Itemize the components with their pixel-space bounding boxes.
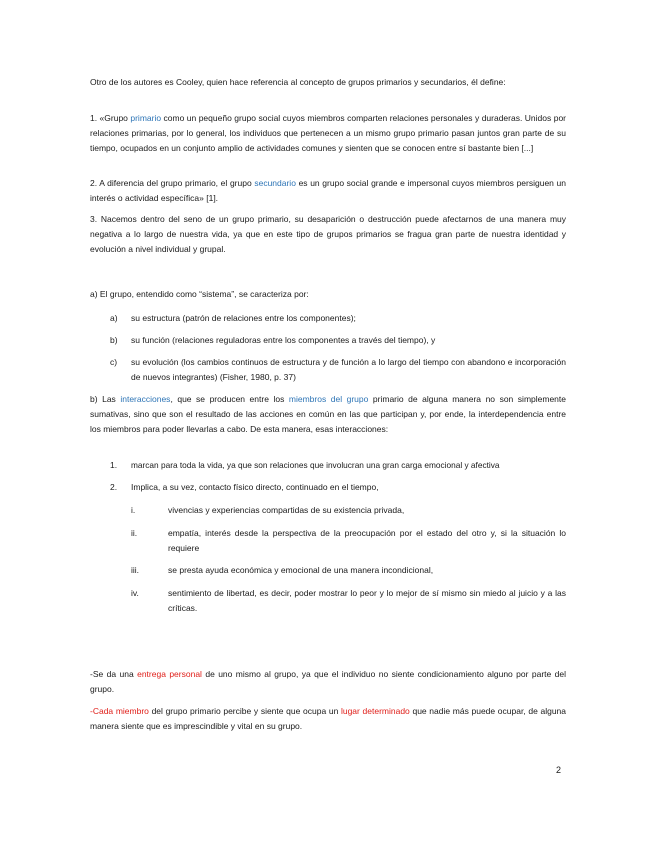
b2-middle: del grupo primario percibe y siente que ocupa un xyxy=(148,706,341,716)
b1-rest: de uno mismo al grupo, ya que el individuo no siente condicionamiento alguno por parte del grupo. xyxy=(90,669,566,694)
roman-i-text: vivencias y experiencias compartidas de su existencia privada, xyxy=(168,505,405,515)
paragraph-3: 3. Nacemos dentro del seno de un grupo primario, su desaparición o destrucción puede afectarnos de una manera muy negativa a lo largo de nuestra vida, ya que en este tipo de grupos primarios se fragua gran parte de nuestra identidad y evolución a nivel individual y grupal. xyxy=(90,214,566,254)
roman-iv-marker: iv. xyxy=(131,588,139,598)
bullet-cada-miembro xyxy=(90,704,566,734)
list-a-text: su estructura (patrón de relaciones entre los componentes); xyxy=(131,313,356,323)
section-b-paragraph xyxy=(90,392,566,437)
b2-highlight-cada-miembro: Cada miembro xyxy=(92,706,149,716)
b2-highlight-lugar: lugar determinado xyxy=(340,706,410,716)
list-b-marker: b) xyxy=(110,335,118,345)
numbered-2-marker: 2. xyxy=(110,482,118,492)
roman-ii-text: empatía, interés desde la perspectiva de la preocupación por el estado del otro y, si la situación lo requiere xyxy=(168,528,566,553)
list-c-marker: c) xyxy=(110,357,118,367)
paragraph-1 xyxy=(90,111,566,156)
intro-paragraph: Otro de los autores es Cooley, quien hace referencia al concepto de grupos primarios y secundarios, él define: xyxy=(90,77,506,87)
paragraph-2 xyxy=(90,176,566,206)
b1-prefix: -Se da una xyxy=(90,669,138,679)
section-a-heading: a) El grupo, entendido como “sistema”, se caracteriza por: xyxy=(90,289,309,299)
list-c-text: su evolución (los cambios continuos de estructura y de función a lo largo del tiempo con abandono e incorporación de nuevos integrantes) (Fisher, 1980, p. 37) xyxy=(131,357,566,382)
numbered-2-text: Implica, a su vez, contacto físico directo, continuado en el tiempo, xyxy=(131,482,379,492)
roman-iii-text: se presta ayuda económica y emocional de una manera incondicional, xyxy=(168,565,434,575)
sb-highlight-interacciones: interacciones xyxy=(120,394,171,404)
sb-s1: b) Las xyxy=(90,394,121,404)
roman-iv-text: sentimiento de libertad, es decir, poder mostrar lo peor y lo mejor de sí mismo sin miedo al juicio y a las críticas. xyxy=(168,588,566,613)
list-b-text: su función (relaciones reguladoras entre los componentes a través del tiempo), y xyxy=(131,335,436,345)
b1-highlight-entrega: entrega personal xyxy=(137,669,202,679)
p1-highlight-primario: primario xyxy=(130,113,162,123)
b2-rest: que nadie más puede ocupar, de alguna manera siente que es imprescindible y vital en su grupo. xyxy=(90,706,566,731)
numbered-1-marker: 1. xyxy=(110,460,118,470)
p2-highlight-secundario: secundario xyxy=(254,178,296,188)
sb-s3: primario de alguna manera no son simplemente sumativas, sino que son el resultado de las acciones en común en las que participan y, por ende, la interdependencia entre los miembros para poder llevarlas a cabo. De esta manera, esas interacciones: xyxy=(90,394,566,434)
b2-prefix: - xyxy=(90,706,93,716)
list-a-marker: a) xyxy=(110,313,118,323)
sb-s2: , que se producen entre los xyxy=(170,394,289,404)
page-number: 2 xyxy=(556,765,562,775)
roman-i-marker: i. xyxy=(131,505,136,515)
p2-prefix: 2. A diferencia del grupo primario, el grupo xyxy=(90,178,255,188)
p1-rest: como un pequeño grupo social cuyos miembros comparten relaciones personales y duraderas. Unidos por relaciones primarias, por lo general, los individuos que pertenecen a un mismo grupo primario pasan juntos gran parte de su tiempo, ocupados en un conjunto amplio de actividades comunes y sienten que se conocen entre sí bastante bien [...] xyxy=(90,113,566,153)
p2-rest: es un grupo social grande e impersonal cuyos miembros persiguen un interés o actividad específica» [1]. xyxy=(90,178,567,203)
roman-iii-marker: iii. xyxy=(131,565,140,575)
numbered-1-text: marcan para toda la vida, ya que son relaciones que involucran una gran carga emocional y afectiva xyxy=(131,460,500,470)
p1-prefix: 1. «Grupo xyxy=(90,113,131,123)
roman-ii-marker: ii. xyxy=(131,528,138,538)
bullet-entrega-personal xyxy=(90,667,566,697)
sb-highlight-miembros: miembros del grupo xyxy=(288,394,369,404)
